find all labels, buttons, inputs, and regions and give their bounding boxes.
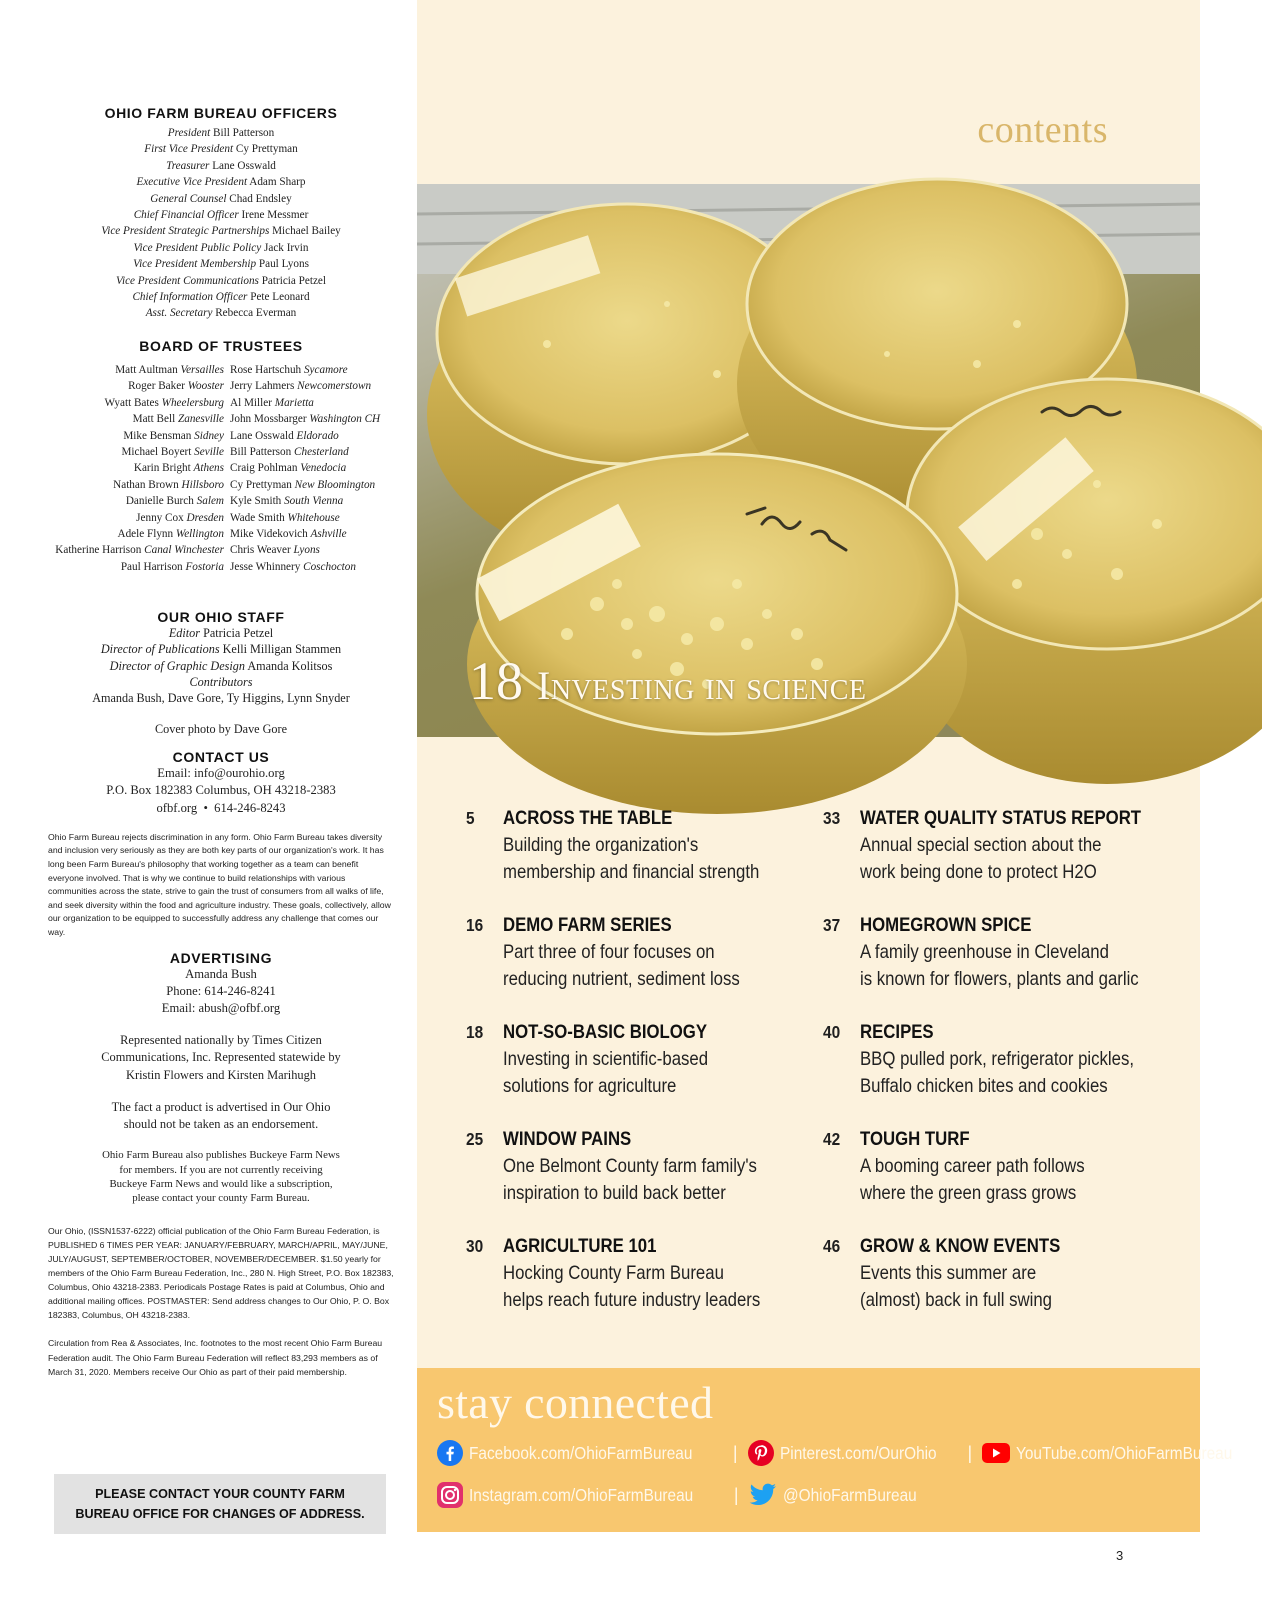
staff-line: Editor Patricia Petzel (168, 626, 274, 641)
trustee-line: Wyatt Bates Wheelersburg (104, 396, 224, 409)
toc-entry[interactable] (466, 1232, 813, 1339)
feature-caption (469, 650, 867, 712)
facebook-link[interactable] (437, 1440, 723, 1466)
toc-title: NOT-SO-BASIC BIOLOGY (503, 1021, 708, 1043)
pinterest-label: Pinterest.com/OurOhio (779, 1442, 937, 1463)
toc-description: Building the organization's membership and financial strength (503, 834, 760, 883)
trustee-line: Adele Flynn Wellington (117, 527, 224, 540)
contributors-names: Amanda Bush, Dave Gore, Ty Higgins, Lynn Snyder (92, 690, 350, 705)
stay-connected-title: stay connected (437, 1377, 714, 1428)
toc-title: TOUGH TURF (860, 1128, 970, 1150)
toc-page: 46 (823, 1236, 841, 1256)
twitter-icon (749, 1483, 777, 1507)
youtube-link[interactable] (982, 1443, 1262, 1464)
representation-note: Represented nationally by Times Citizen Communications, Inc. Represented statewide by Kristin Flowers and Kirsten Marihugh (101, 1033, 341, 1082)
trustee-line: Jesse Whinnery Coschocton (230, 560, 356, 573)
feature-photo[interactable] (417, 184, 1200, 737)
advertising-name: Amanda Bush (185, 966, 257, 981)
social-row-2 (437, 1482, 935, 1508)
trustee-line: Matt Aultman Versailles (115, 363, 224, 376)
toc-page: 33 (823, 808, 841, 828)
trustee-line: Jerry Lahmers Newcomerstown (230, 380, 372, 393)
toc-entry[interactable] (466, 911, 813, 1018)
trustee-line: Wade Smith Whitehouse (230, 511, 340, 524)
trustee-line: Al Miller Marietta (230, 396, 314, 409)
trustee-line: Mike Bensman Sidney (123, 429, 224, 442)
advertising-heading: ADVERTISING (169, 949, 273, 966)
advertising-info (48, 966, 394, 1018)
officer-line: Vice President Public Policy Jack Irvin (133, 241, 309, 254)
trustee-line: Kyle Smith South Vienna (230, 495, 344, 508)
trustee-line: Rose Hartschuh Sycamore (230, 363, 348, 376)
officer-line: Chief Financial Officer Irene Messmer (133, 209, 309, 222)
publication-statement: Our Ohio, (ISSN1537-6222) official publication of the Ohio Farm Bureau Federation, is PUBLISHED 6 TIMES PER YEAR: JANUARY/FEBRUARY, MARCH/APRIL, MAY/JUNE, JULY/AUGUST, SEPTEMBER/OCTOBER, NOVEMBER/DECEMBER. $1.50 yearly for members of the Ohio Farm Bureau Federation, Inc., 280 N. High Street, P.O. Box 182383, Columbus, Ohio 43218-2383. Periodicals Postage Rates is paid at Columbus, Ohio and additional mailing offices. POSTMASTER: Send address changes to Our Ohio, P. O. Box 182383, Columbus, OH 43218-2383. (48, 1225, 394, 1321)
board-heading: BOARD OF TRUSTEES (139, 337, 303, 354)
trustee-line: Karin Bright Athens (133, 462, 224, 475)
toc-entry[interactable] (823, 1018, 1170, 1125)
toc-page: 18 (466, 1022, 484, 1042)
contents-panel (417, 0, 1233, 1532)
toc-page: 42 (823, 1129, 841, 1149)
instagram-label: Instagram.com/OhioFarmBureau (469, 1484, 694, 1505)
cover-credit: Cover photo by Dave Gore (155, 722, 287, 737)
trustee-line: Danielle Burch Salem (125, 495, 224, 508)
buckeye-note: Ohio Farm Bureau also publishes Buckeye Farm News for members. If you are not currently receiving Buckeye Farm News and would like a subscription, please contact your county Farm Bureau. (102, 1149, 340, 1205)
toc-entry[interactable] (823, 1232, 1170, 1339)
trustee-line: Jenny Cox Dresden (136, 511, 224, 524)
feature-page-number: 18 (469, 651, 523, 711)
officer-line: General Counsel Chad Endsley (150, 192, 292, 205)
staff-line: Director of Graphic Design Amanda Kolitsos (109, 658, 333, 673)
officers-heading: OHIO FARM BUREAU OFFICERS (104, 105, 338, 121)
toc-description: Part three of four focuses on reducing nutrient, sediment loss (503, 941, 740, 990)
advertising-phone: Phone: 614-246-8241 (166, 983, 276, 998)
board-of-trustees (48, 362, 394, 575)
contents-title: contents (977, 109, 1108, 151)
trustees-right-column (230, 362, 394, 575)
trustee-line: Mike Videkovich Ashville (230, 527, 347, 540)
toc-description: A family greenhouse in Cleveland is known for flowers, plants and garlic (860, 941, 1139, 990)
toc-left-column (466, 804, 813, 1339)
contact-web-phone: ofbf.org • 614-246-8243 (156, 800, 286, 815)
officers-list (48, 125, 394, 322)
facebook-label: Facebook.com/OhioFarmBureau (469, 1442, 693, 1463)
toc-entry[interactable] (823, 911, 1170, 1018)
officer-line: President Bill Patterson (167, 127, 275, 139)
toc-entry[interactable] (466, 1018, 813, 1125)
trustee-line: Nathan Brown Hillsboro (113, 478, 224, 491)
endorsement-note: The fact a product is advertised in Our Ohio should not be taken as an endorsement. (111, 1099, 331, 1131)
trustee-line: Lane Osswald Eldorado (230, 429, 339, 442)
pinterest-link[interactable] (748, 1440, 958, 1466)
toc-page: 16 (466, 915, 484, 935)
officer-line: Vice President Membership Paul Lyons (133, 258, 309, 271)
officer-line: Asst. Secretary Rebecca Everman (145, 307, 297, 320)
trustee-line: Paul Harrison Fostoria (120, 560, 224, 573)
address-change-notice: PLEASE CONTACT YOUR COUNTY FARM BUREAU OFFICE FOR CHANGES OF ADDRESS. (54, 1474, 386, 1534)
trustee-line: Katherine Harrison Canal Winchester (55, 544, 224, 557)
officer-line: Treasurer Lane Osswald (166, 159, 276, 172)
toc-title: ACROSS THE TABLE (503, 807, 673, 829)
contributors-label: Contributors (189, 674, 253, 689)
officer-line: Vice President Communications Patricia Petzel (115, 274, 327, 287)
trustees-left-column (48, 362, 230, 575)
contact-address: P.O. Box 182383 Columbus, OH 43218-2383 (106, 783, 336, 798)
officer-line: Executive Vice President Adam Sharp (136, 176, 306, 189)
stay-connected-bar (417, 1368, 1233, 1532)
youtube-label: YouTube.com/OhioFarmBureau (1016, 1442, 1233, 1463)
toc-title: AGRICULTURE 101 (503, 1235, 657, 1257)
toc-title: DEMO FARM SERIES (503, 914, 672, 936)
advertising-email: Email: abush@ofbf.org (161, 1000, 281, 1015)
toc-page: 37 (823, 915, 841, 935)
staff-list (48, 625, 394, 706)
trustee-line: Bill Patterson Chesterland (230, 445, 349, 458)
separator: | (967, 1442, 973, 1463)
staff-heading: OUR OHIO STAFF (157, 609, 285, 626)
trustee-line: Michael Boyert Seville (121, 445, 224, 458)
officer-line: First Vice President Cy Prettyman (144, 143, 298, 156)
pinterest-icon (748, 1440, 774, 1466)
trustee-line: Chris Weaver Lyons (230, 544, 320, 557)
contact-info (48, 765, 394, 817)
trustee-line: Craig Pohlman Venedocia (230, 462, 347, 475)
toc-description: BBQ pulled pork, refrigerator pickles, Buffalo chicken bites and cookies (860, 1048, 1135, 1097)
separator: | (732, 1442, 738, 1463)
toc-entry[interactable] (823, 1125, 1170, 1232)
contact-heading: CONTACT US (172, 749, 270, 766)
instagram-icon (437, 1482, 463, 1508)
youtube-icon (982, 1443, 1010, 1463)
toc-description: Annual special section about the work being done to protect H2O (860, 834, 1102, 883)
toc-page: 5 (466, 808, 475, 828)
toc-description: A booming career path follows where the green grass grows (860, 1155, 1085, 1204)
instagram-link[interactable] (437, 1482, 724, 1508)
twitter-label: @OhioFarmBureau (782, 1484, 917, 1505)
toc-description: Hocking County Farm Bureau helps reach future industry leaders (503, 1262, 761, 1311)
toc-title: WINDOW PAINS (503, 1128, 632, 1150)
officer-line: Chief Information Officer Pete Leonard (132, 291, 310, 304)
staff-line: Director of Publications Kelli Milligan Stammen (100, 642, 342, 657)
toc-right-column (823, 804, 1170, 1339)
feature-title: Investing in science (537, 663, 867, 708)
trustee-line: John Mossbarger Washington CH (230, 413, 381, 426)
toc-title: HOMEGROWN SPICE (860, 914, 1032, 936)
toc-page: 30 (466, 1236, 484, 1256)
separator: | (733, 1484, 739, 1505)
toc-title: GROW & KNOW EVENTS (860, 1235, 1061, 1257)
toc-entry[interactable] (466, 804, 813, 911)
toc-description: Investing in scientific-based solutions for agriculture (503, 1048, 709, 1097)
page-number: 3 (1116, 1548, 1124, 1563)
diversity-statement: Ohio Farm Bureau rejects discrimination in any form. Ohio Farm Bureau takes diversity and inclusion very seriously as they are both key parts of our organization's work. It has long been Farm Bureau's philosophy that working together as a team can benefit everyone involved. That is why we continue to build relationships with various communities across the state, strive to gain the trust of consumers from all walks of life, and seek diversity within the food and agriculture industry. These goals, collectively, allow our organization to be equipped to successfully address any challenge that comes our way. (48, 831, 391, 937)
trustee-line: Roger Baker Wooster (128, 380, 224, 393)
toc-entry[interactable] (466, 1125, 813, 1232)
twitter-link[interactable] (749, 1483, 935, 1507)
trustee-line: Matt Bell Zanesville (132, 413, 224, 426)
masthead-column (48, 105, 394, 1379)
toc-entry[interactable] (823, 804, 1170, 911)
circulation-statement: Circulation from Rea & Associates, Inc. footnotes to the most recent Ohio Farm Bureau Federation audit. The Ohio Farm Bureau Federation will reflect 83,293 members as of March 31, 2020. Members receive Our Ohio as part of their paid membership. (48, 1338, 383, 1377)
toc-description: One Belmont County farm family's inspiration to build back better (503, 1155, 757, 1204)
toc-title: RECIPES (860, 1021, 934, 1043)
trustee-line: Cy Prettyman New Bloomington (230, 478, 376, 491)
toc-page: 40 (823, 1022, 841, 1042)
toc-description: Events this summer are (almost) back in full swing (860, 1262, 1052, 1311)
contact-email: Email: info@ourohio.org (157, 766, 285, 781)
officer-line: Vice President Strategic Partnerships Michael Bailey (101, 225, 341, 238)
social-row-1 (437, 1440, 1262, 1466)
toc-page: 25 (466, 1129, 484, 1149)
toc-title: WATER QUALITY STATUS REPORT (860, 807, 1142, 829)
facebook-icon (437, 1440, 463, 1466)
